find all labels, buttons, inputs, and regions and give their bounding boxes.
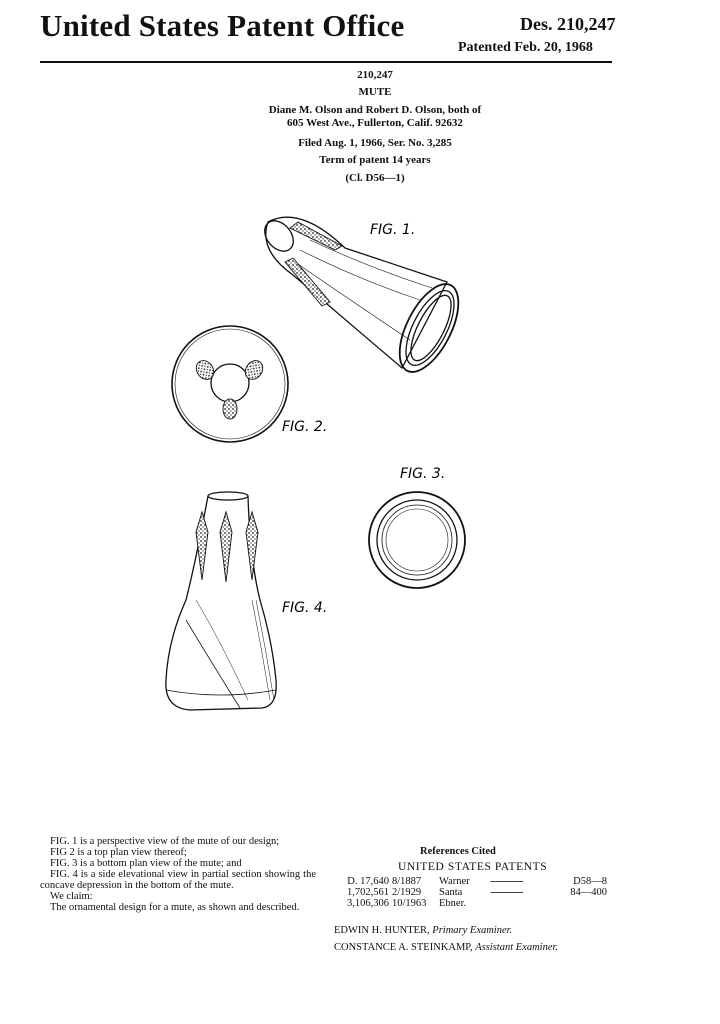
inventors-line-2: 605 West Ave., Fullerton, Calif. 92632 [287,117,463,129]
reference-date: 8/1887 [392,876,422,887]
figure-3-drawing [369,492,465,588]
patent-date: Patented Feb. 20, 1968 [458,40,593,55]
reference-row [333,887,610,898]
description-block [40,836,316,913]
primary-examiner-name: EDWIN H. HUNTER, [334,925,430,936]
reference-dashes [490,898,567,909]
claim-text: The ornamental design for a mute, as shown and described. [50,902,300,913]
reference-number: 1,702,561 [347,887,389,898]
patent-number: 210,247 [357,69,393,81]
we-claim: We claim: [50,891,93,902]
reference-date: 10/1963 [392,898,427,909]
patent-title: MUTE [358,86,392,98]
assistant-examiner [334,942,558,953]
references-table [333,876,610,909]
description-fig2: FIG 2 is a top plan view thereof; [50,847,187,858]
reference-class: 84—400 [570,887,607,898]
references-subheading: UNITED STATES PATENTS [398,861,548,873]
reference-name: Warner [439,876,470,887]
reference-name: Ebner. [439,898,467,909]
description-fig4: FIG. 4 is a side elevational view in partial section showing the concave depression in the bottom of the mute. [40,869,316,891]
figure-1-drawing [259,215,471,380]
office-title: United States Patent Office [40,8,405,43]
inventors-line-1: Diane M. Olson and Robert D. Olson, both of [268,104,482,116]
classification: (Cl. D56—1) [345,172,405,184]
reference-class: D58—8 [573,876,607,887]
filing-info: Filed Aug. 1, 1966, Ser. No. 3,285 [298,137,452,149]
fig-2-label: FIG. 2. [282,419,328,435]
assistant-examiner-name: CONSTANCE A. STEINKAMP, [334,942,473,953]
primary-examiner-role: Primary Examiner. [432,925,513,936]
description-fig3: FIG. 3 is a bottom plan view of the mute; and [50,858,242,869]
reference-name: Santa [439,887,463,898]
fig-1-label: FIG. 1. [370,222,416,238]
reference-dashes: ------------- [490,887,523,898]
reference-dashes: ------------- [490,876,523,887]
reference-date: 2/1929 [392,887,422,898]
fig-3-label: FIG. 3. [400,466,446,482]
reference-class [567,898,610,909]
reference-number: 3,106,306 [347,898,389,909]
figure-2-drawing [172,326,288,442]
header-rule [40,61,612,63]
reference-row [333,898,610,909]
fig-4-label: FIG. 4. [282,600,328,616]
figure-4-drawing [166,492,276,710]
description-fig1: FIG. 1 is a perspective view of the mute of our design; [50,836,280,847]
patent-drawings [0,195,720,725]
primary-examiner [334,925,512,936]
reference-row [333,876,610,887]
assistant-examiner-role: Assistant Examiner. [475,942,559,953]
design-number: Des. 210,247 [520,14,616,34]
references-heading: References Cited [420,846,496,857]
reference-number: D. 17,640 [347,876,389,887]
patent-term: Term of patent 14 years [319,154,431,166]
